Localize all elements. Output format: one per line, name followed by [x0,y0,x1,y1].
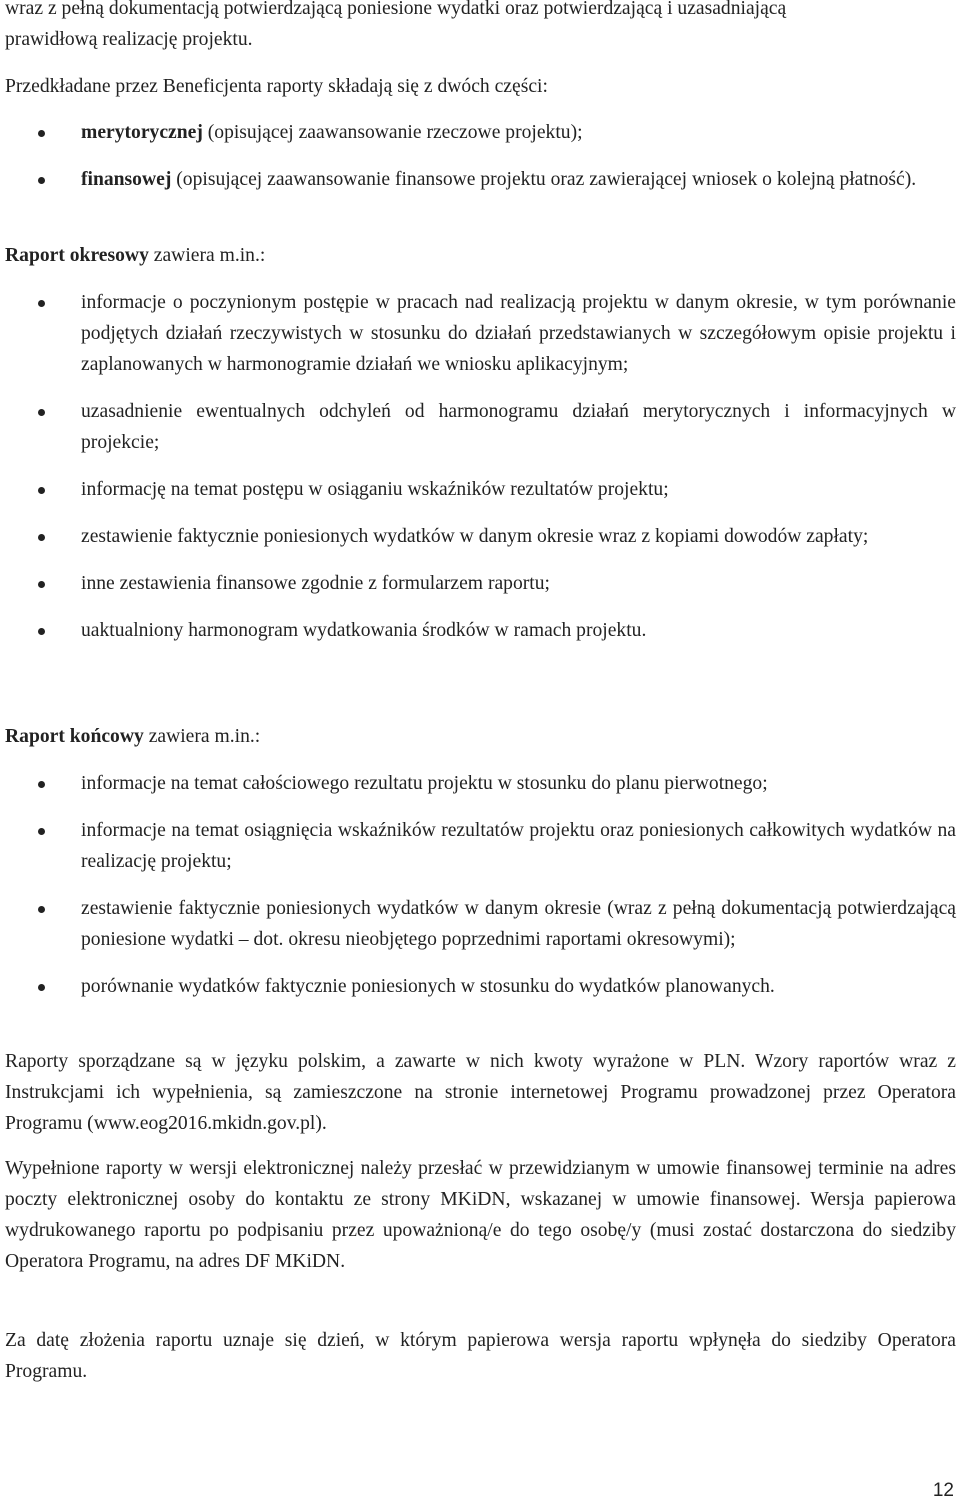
paragraph-language-pln: Raporty sporządzane są w języku polskim, a zawarte w nich kwoty wyrażone w PLN. Wzory raportów wraz z Instrukcjami ich wypełnienia, są zamieszczone na stronie internetowej Programu prowadzonej przez Operatora Programu (www.eog2016.mkidn.gov.pl). [5,1051,956,1134]
bullet-icon [38,409,45,416]
list-item-text: porównanie wydatków faktycznie poniesionych w stosunku do wydatków planowanych. [81,976,775,997]
list-item [0,521,956,552]
periodic-report-heading [5,240,265,271]
list-item-text: uzasadnienie ewentualnych odchyleń od harmonogramu działań merytorycznych i informacyjnych w projekcie; [81,401,956,453]
intro-line-2: prawidłową realizację projektu. [5,29,253,50]
periodic-report-heading-rest: zawiera m.in.: [148,245,266,266]
periodic-report-label: Raport okresowy [5,245,149,266]
list-item-text: inne zestawienia finansowe zgodnie z formularzem raportu; [81,573,550,594]
part-name: merytorycznej [81,122,203,143]
list-item [0,396,956,458]
paragraph-submission: Wypełnione raporty w wersji elektronicznej należy przesłać w przewidzianym w umowie finansowej terminie na adres poczty elektronicznej osoby do kontaktu ze strony MKiDN, wskazanej w umowie finansowej. Wersja papierowa wydrukowanego raportu po podpisaniu przez upoważnioną/e do tego osobę/y (musi zostać dostarczona do siedziby Operatora Programu, na adres DF MKiDN. [5,1158,956,1272]
list-item [0,971,956,1002]
list-item-text: zestawienie faktycznie poniesionych wydatków w danym okresie wraz z kopiami dowodów zapłaty; [81,526,869,547]
final-report-list [0,768,956,1002]
bullet-icon [38,828,45,835]
bullet-icon [38,487,45,494]
bullet-icon [38,534,45,541]
final-report-heading [5,721,260,752]
report-parts-list [0,117,956,195]
periodic-report-list [0,287,956,646]
part-description: (opisującej zaawansowanie rzeczowe projektu); [202,122,583,143]
list-item [0,815,956,877]
list-item-text: informacje na temat osiągnięcia wskaźników rezultatów projektu oraz poniesionych całkowitych wydatków na realizację projektu; [81,820,956,872]
bullet-icon [38,781,45,788]
reports-intro: Przedkładane przez Beneficjenta raporty składają się z dwóch części: [5,76,548,97]
paragraph-submission-date: Za datę złożenia raportu uznaje się dzień, w którym papierowa wersja raportu wpłynęła do siedziby Operatora Programu. [5,1330,956,1382]
list-item [0,568,956,599]
list-item [0,615,956,646]
list-item [0,893,956,955]
final-report-label: Raport końcowy [5,726,144,747]
page-number: 12 [932,1480,954,1501]
list-item [0,117,956,148]
bullet-icon [38,984,45,991]
list-item [0,474,956,505]
bullet-icon [38,130,45,137]
bullet-icon [38,581,45,588]
bullet-icon [38,177,45,184]
list-item-text: uaktualniony harmonogram wydatkowania środków w ramach projektu. [81,620,647,641]
list-item-text: informacje na temat całościowego rezultatu projektu w stosunku do planu pierwotnego; [81,773,768,794]
list-item-text: zestawienie faktycznie poniesionych wydatków w danym okresie (wraz z pełną dokumentacją potwierdzającą poniesione wydatki – dot. okresu nieobjętego poprzednimi raportami okresowymi); [81,898,956,950]
part-description: (opisującej zaawansowanie finansowe projektu oraz zawierającej wniosek o kolejną płatność). [171,169,917,190]
list-item-text: informacje o poczynionym postępie w pracach nad realizacją projektu w danym okresie, w tym porównanie podjętych działań rzeczywistych w stosunku do działań przedstawianych w szczegółowym opisie projektu i zaplanowanych w harmonogramie działań we wniosku aplikacyjnym; [81,292,956,375]
intro-line-1: wraz z pełną dokumentacją potwierdzającą poniesione wydatki oraz potwierdzającą i uzasadniającą [5,0,787,19]
bullet-icon [38,628,45,635]
list-item [0,287,956,380]
bullet-icon [38,300,45,307]
list-item [0,768,956,799]
bullet-icon [38,906,45,913]
final-report-heading-rest: zawiera m.in.: [143,726,261,747]
part-name: finansowej [81,169,172,190]
list-item-text: informację na temat postępu w osiąganiu wskaźników rezultatów projektu; [81,479,669,500]
list-item [0,164,956,195]
